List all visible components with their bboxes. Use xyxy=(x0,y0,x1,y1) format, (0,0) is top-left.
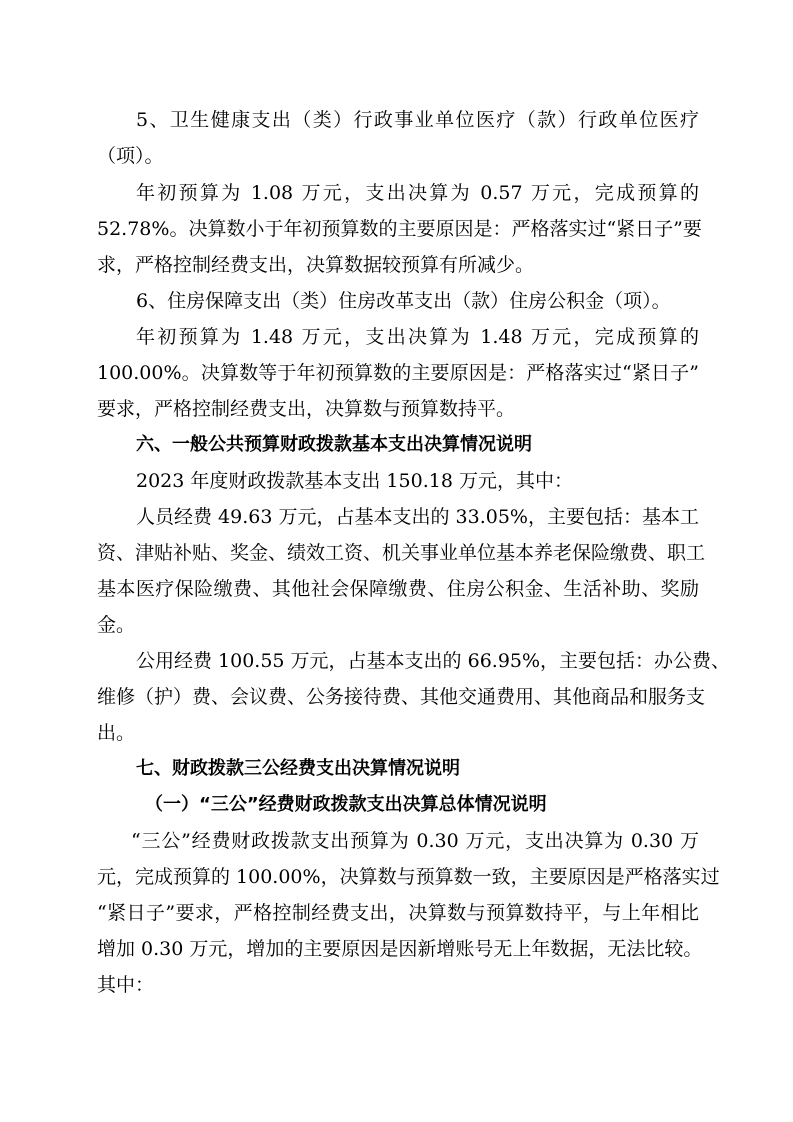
paragraph-line: 元，完成预算的 100.00%，决算数与预算数一致，主要原因是严格落实过 xyxy=(97,866,720,888)
paragraph-line: 资、津贴补贴、奖金、绩效工资、机关事业单位基本养老保险缴费、职工 xyxy=(97,542,706,564)
paragraph-line: 人员经费 49.63 万元，占基本支出的 33.05%，主要包括：基本工 xyxy=(136,506,699,528)
paragraph-line: 增加 0.30 万元，增加的主要原因是因新增账号无上年数据，无法比较。 xyxy=(97,938,703,960)
paragraph-line: 2023 年度财政拨款基本支出 150.18 万元，其中： xyxy=(136,470,573,492)
paragraph-line: “三公”经费财政拨款支出预算为 0.30 万元，支出决算为 0.30 万 xyxy=(131,830,699,852)
paragraph-line: 维修（护）费、会议费、公务接待费、其他交通费用、其他商品和服务支 xyxy=(97,686,706,708)
paragraph-line: 年初预算为 1.08 万元，支出决算为 0.57 万元，完成预算的 xyxy=(136,182,699,204)
paragraph-line: 5、卫生健康支出（类）行政事业单位医疗（款）行政单位医疗 xyxy=(136,109,699,131)
subsection-heading: （一）“三公”经费财政拨款支出决算总体情况说明 xyxy=(145,794,547,815)
paragraph-line: （项）。 xyxy=(97,145,164,167)
section-heading: 六、一般公共预算财政拨款基本支出决算情况说明 xyxy=(136,434,532,455)
paragraph-line: 出。 xyxy=(97,722,136,744)
paragraph-line: 6、住房保障支出（类）住房改革支出（款）住房公积金（项）。 xyxy=(136,290,671,312)
paragraph-line: 基本医疗保险缴费、其他社会保障缴费、住房公积金、生活补助、奖励 xyxy=(97,578,699,600)
paragraph-line: 100.00%。决算数等于年初预算数的主要原因是：严格落实过“紧日子” xyxy=(97,362,699,384)
paragraph-line: 52.78%。决算数小于年初预算数的主要原因是：严格落实过“紧日子”要 xyxy=(97,218,702,240)
paragraph-line: 要求，严格控制经费支出，决算数与预算数持平。 xyxy=(97,398,516,420)
paragraph-line: 金。 xyxy=(97,614,136,636)
paragraph-line: 公用经费 100.55 万元，占基本支出的 66.95%，主要包括：办公费、 xyxy=(136,650,731,672)
paragraph-line: 其中： xyxy=(97,974,155,996)
section-heading: 七、财政拨款三公经费支出决算情况说明 xyxy=(136,758,460,779)
paragraph-line: 年初预算为 1.48 万元，支出决算为 1.48 万元，完成预算的 xyxy=(136,326,699,348)
paragraph-line: 求，严格控制经费支出，决算数据较预算有所减少。 xyxy=(97,254,535,276)
paragraph-line: “紧日子”要求，严格控制经费支出，决算数与预算数持平，与上年相比 xyxy=(97,902,699,924)
